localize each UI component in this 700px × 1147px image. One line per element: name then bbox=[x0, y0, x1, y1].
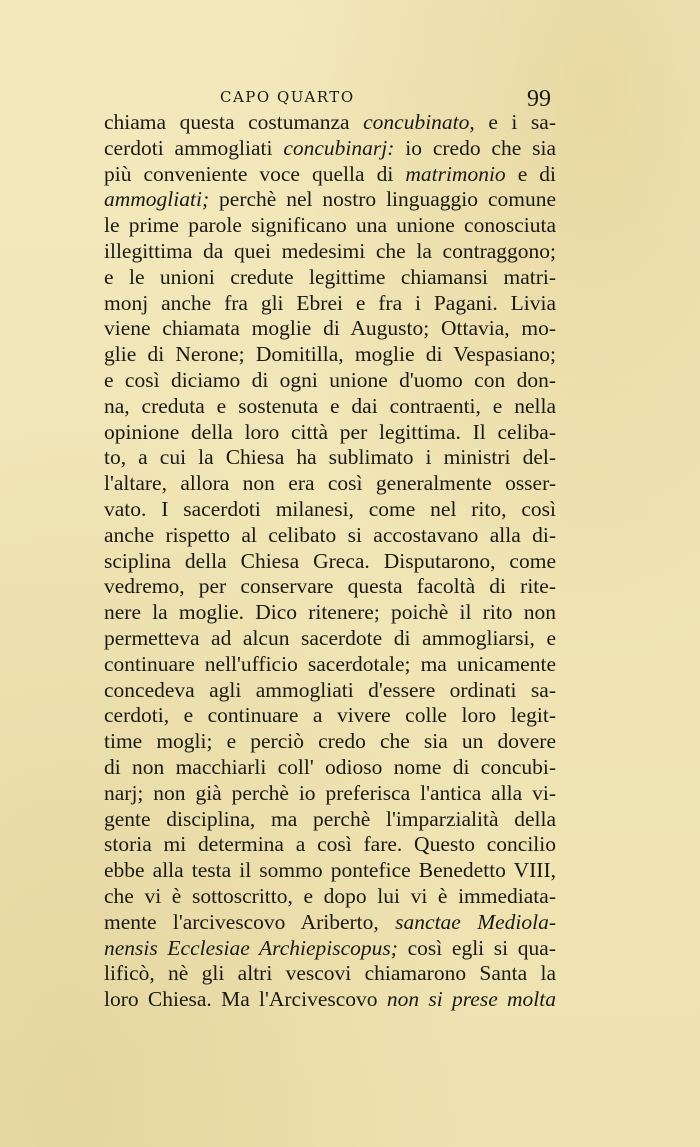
text-line bbox=[104, 394, 556, 420]
text-segment: narj; non già perchè io preferisca l'antica alla vi- bbox=[104, 780, 556, 805]
text-segment: nere la moglie. Dico ritenere; poichè il rito non bbox=[104, 600, 556, 625]
text-segment: chiama questa costumanza bbox=[104, 110, 364, 134]
text-segment: monj anche fra gli Ebrei e fra i Pagani. Livia bbox=[104, 290, 556, 315]
text-line bbox=[104, 626, 556, 652]
text-line bbox=[104, 497, 556, 523]
text-line bbox=[104, 703, 556, 729]
text-line bbox=[104, 884, 556, 910]
text-segment: glie di Nerone; Domitilla, moglie di Vespasiano; bbox=[104, 342, 556, 367]
text-segment: io credo che sia bbox=[394, 135, 556, 160]
text-line bbox=[104, 961, 556, 987]
text-line bbox=[104, 832, 556, 858]
text-line bbox=[104, 523, 556, 549]
text-segment: le prime parole significano una unione conosciuta bbox=[104, 213, 556, 238]
text-line bbox=[104, 936, 556, 962]
italic-text: concubinarj: bbox=[283, 135, 395, 160]
text-segment: vedremo, per conservare questa facoltà di rite- bbox=[104, 574, 556, 599]
text-line bbox=[104, 239, 556, 265]
text-line bbox=[104, 600, 556, 626]
text-segment: e così diciamo di ogni unione d'uomo con don- bbox=[104, 367, 556, 392]
italic-text: concubinato bbox=[363, 110, 470, 134]
text-segment: l'altare, allora non era così generalmente osser- bbox=[104, 471, 556, 496]
text-segment: , e i sa- bbox=[469, 110, 556, 134]
text-segment: anche rispetto al celibato si accostavano alla di- bbox=[104, 522, 556, 547]
text-segment: time mogli; e perciò credo che sia un dovere bbox=[104, 729, 556, 754]
text-segment: cerdoti, e continuare a vivere colle loro legit- bbox=[104, 703, 556, 728]
italic-text: ammogliati; bbox=[104, 187, 210, 212]
text-line bbox=[104, 755, 556, 781]
text-line bbox=[104, 420, 556, 446]
text-segment: viene chiamata moglie di Augusto; Ottavia, mo- bbox=[104, 316, 556, 341]
text-segment: perchè nel nostro linguaggio comune bbox=[209, 187, 556, 212]
text-line bbox=[104, 445, 556, 471]
text-line bbox=[104, 807, 556, 833]
text-line bbox=[104, 652, 556, 678]
text-segment: to, a cui la Chiesa ha sublimato i ministri del- bbox=[104, 445, 556, 470]
text-line bbox=[104, 910, 556, 936]
text-line bbox=[104, 471, 556, 497]
text-line bbox=[104, 187, 556, 213]
page-number: 99 bbox=[527, 86, 551, 112]
text-line bbox=[104, 291, 556, 317]
italic-text: nensis Ecclesiae Archiepiscopus; bbox=[104, 935, 398, 960]
running-head bbox=[0, 86, 700, 112]
text-segment: di non macchiarli coll' odioso nome di concubi- bbox=[104, 754, 556, 779]
text-segment: sciplina della Chiesa Greca. Disputarono, come bbox=[104, 548, 556, 573]
text-line bbox=[104, 213, 556, 239]
text-line bbox=[104, 162, 556, 188]
italic-text: sanctae Mediola- bbox=[395, 909, 556, 934]
text-line bbox=[104, 136, 556, 162]
text-line bbox=[104, 987, 556, 1013]
text-line bbox=[104, 858, 556, 884]
text-segment: gente disciplina, ma perchè l'imparzialità della bbox=[104, 806, 556, 831]
text-line bbox=[104, 316, 556, 342]
text-segment: ebbe alla testa il sommo pontefice Benedetto VIII, bbox=[104, 858, 556, 883]
text-line bbox=[104, 110, 556, 136]
text-segment: così egli si qua- bbox=[397, 935, 556, 960]
text-line bbox=[104, 342, 556, 368]
chapter-heading: CAPO QUARTO bbox=[220, 88, 355, 106]
text-segment: continuare nell'ufficio sacerdotale; ma unicamente bbox=[104, 651, 556, 676]
text-line bbox=[104, 781, 556, 807]
text-line bbox=[104, 265, 556, 291]
text-line bbox=[104, 368, 556, 394]
text-segment: concedeva agli ammogliati d'essere ordinati sa- bbox=[104, 677, 556, 702]
text-segment: più conveniente voce quella di bbox=[104, 161, 406, 186]
text-segment: cerdoti ammogliati bbox=[104, 135, 284, 160]
text-segment: vato. I sacerdoti milanesi, come nel rito, così bbox=[104, 496, 556, 521]
text-segment: lificò, nè gli altri vescovi chiamarono Santa la bbox=[104, 961, 556, 986]
body-text bbox=[104, 110, 556, 1013]
text-segment: opinione della loro città per legittima. Il celiba- bbox=[104, 419, 556, 444]
italic-text: non si prese molta bbox=[386, 987, 556, 1012]
text-segment: storia mi determina a così fare. Questo concilio bbox=[104, 832, 556, 857]
text-segment: permetteva ad alcun sacerdote di ammogliarsi, e bbox=[104, 625, 556, 650]
text-line bbox=[104, 549, 556, 575]
text-line bbox=[104, 678, 556, 704]
text-segment: che vi è sottoscritto, e dopo lui vi è immediata- bbox=[104, 883, 556, 908]
text-segment: e le unioni credute legittime chiamansi matri- bbox=[104, 264, 556, 289]
text-segment: illegittima da quei medesimi che la contraggono; bbox=[104, 238, 556, 263]
italic-text: matrimonio bbox=[405, 161, 506, 186]
text-segment: na, creduta e sostenuta e dai contraenti, e nella bbox=[104, 393, 556, 418]
text-line bbox=[104, 729, 556, 755]
text-segment: loro Chiesa. Ma l'Arcivescovo bbox=[104, 987, 387, 1012]
text-line bbox=[104, 574, 556, 600]
text-segment: mente l'arcivescovo Ariberto, bbox=[104, 909, 396, 934]
text-segment: e di bbox=[505, 161, 556, 186]
